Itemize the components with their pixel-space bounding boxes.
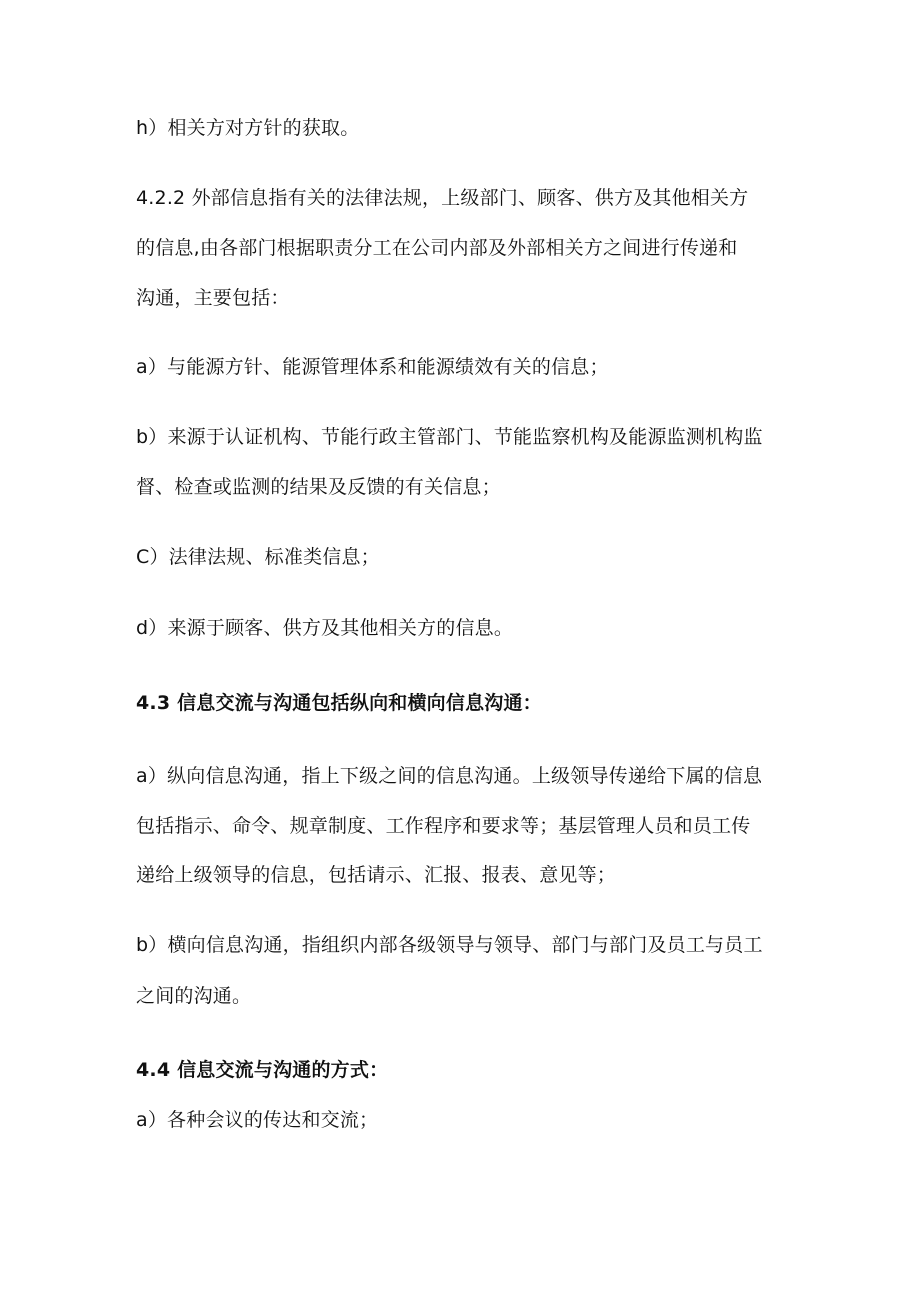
item-c-line: C）法律法规、标准类信息； xyxy=(136,546,380,568)
item-b-line-1: b）来源于认证机构、节能行政主管部门、节能监察机构及能源监测机构监 xyxy=(136,426,763,448)
vertical-communication-line-2: 包括指示、命令、规章制度、工作程序和要求等；基层管理人员和员工传 xyxy=(136,815,751,837)
vertical-communication-line-3: 递给上级领导的信息，包括请示、汇报、报表、意见等； xyxy=(136,864,617,886)
section-4-2-2-line-2: 的信息,由各部门根据职责分工在公司内部及外部相关方之间进行传递和 xyxy=(136,237,738,259)
vertical-communication-line-1: a）纵向信息沟通，指上下级之间的信息沟通。上级领导传递给下属的信息 xyxy=(136,765,763,787)
horizontal-communication-line-2: 之间的沟通。 xyxy=(136,985,252,1007)
item-h-line: h）相关方对方针的获取。 xyxy=(136,117,360,139)
method-a-line: a）各种会议的传达和交流； xyxy=(136,1109,379,1131)
section-4-4-heading: 4.4 信息交流与沟通的方式： xyxy=(136,1059,389,1081)
horizontal-communication-line-1: b）横向信息沟通，指组织内部各级领导与领导、部门与部门及员工与员工 xyxy=(136,934,763,956)
item-b-line-2: 督、检查或监测的结果及反馈的有关信息； xyxy=(136,476,501,498)
item-d-line: d）来源于顾客、供方及其他相关方的信息。 xyxy=(136,617,514,639)
item-a-line: a）与能源方针、能源管理体系和能源绩效有关的信息； xyxy=(136,356,609,378)
section-4-2-2-line-3: 沟通，主要包括： xyxy=(136,287,290,309)
section-4-3-heading: 4.3 信息交流与沟通包括纵向和横向信息沟通： xyxy=(136,692,542,714)
section-4-2-2-line-1: 4.2.2 外部信息指有关的法律法规，上级部门、顾客、供方及其他相关方 xyxy=(136,187,749,209)
